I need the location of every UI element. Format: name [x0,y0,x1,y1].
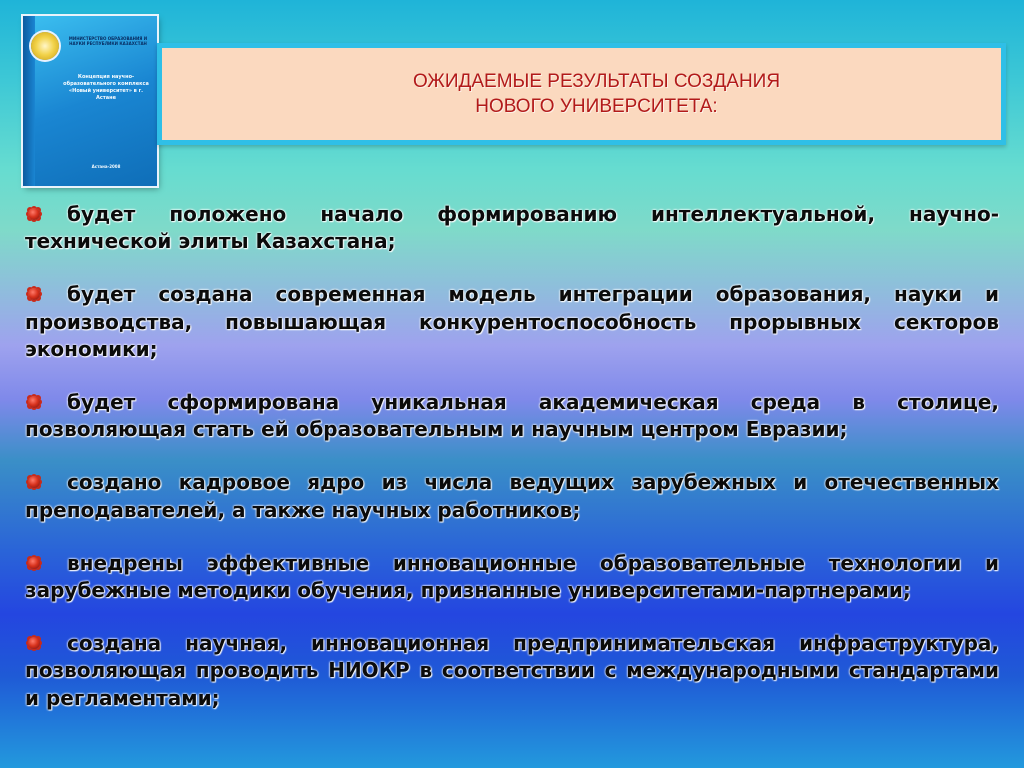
slide-title-line-2: НОВОГО УНИВЕРСИТЕТА: [475,96,718,117]
list-item [25,630,999,712]
book-ministry-text: МИНИСТЕРСТВО ОБРАЗОВАНИЯ И НАУКИ РЕСПУБЛИКИ КАЗАХСТАН [68,36,148,46]
emblem-icon [31,32,59,60]
slide-title-line-1: ОЖИДАЕМЫЕ РЕЗУЛЬТАТЫ СОЗДАНИЯ [412,71,781,92]
bullet-text: будет создана современная модель интеграции образования, науки и производства, повышающая конкурентоспособность прорывных секторов экономики; [25,282,999,361]
results-list [25,201,999,738]
list-item [25,281,999,363]
slide-title [413,69,780,119]
red-bullet-icon [25,205,43,223]
book-cover-image [23,16,157,186]
red-bullet-icon [25,393,43,411]
red-bullet-icon [25,554,43,572]
book-title-text: Концепция научно-образовательного комплекса «Новый университет» в г. Астане [63,74,149,101]
bullet-text: создано кадровое ядро из числа ведущих зарубежных и отечественных преподавателей, а также научных работников; [25,470,999,522]
bullet-text: будет сформирована уникальная академическая среда в столице, позволяющая стать ей образовательным и научным центром Евразии; [25,390,999,442]
red-bullet-icon [25,473,43,491]
bullet-text: создана научная, инновационная предпринимательская инфраструктура, позволяющая проводить НИОКР в соответствии с международными стандартами и регламентами; [25,631,999,710]
book-city-year: Астана-2008 [91,164,121,169]
list-item [25,201,999,255]
bullet-text: внедрены эффективные инновационные образовательные технологии и зарубежные методики обучения, признанные университетами-партнерами; [25,550,999,603]
red-bullet-icon [25,634,43,652]
list-item [25,550,999,604]
list-item [25,389,999,443]
bullet-text: будет положено начало формированию интеллектуальной, научно-технической элиты Казахстана; [25,202,999,254]
title-banner [157,43,1006,145]
list-item [25,469,999,523]
red-bullet-icon [25,285,43,303]
